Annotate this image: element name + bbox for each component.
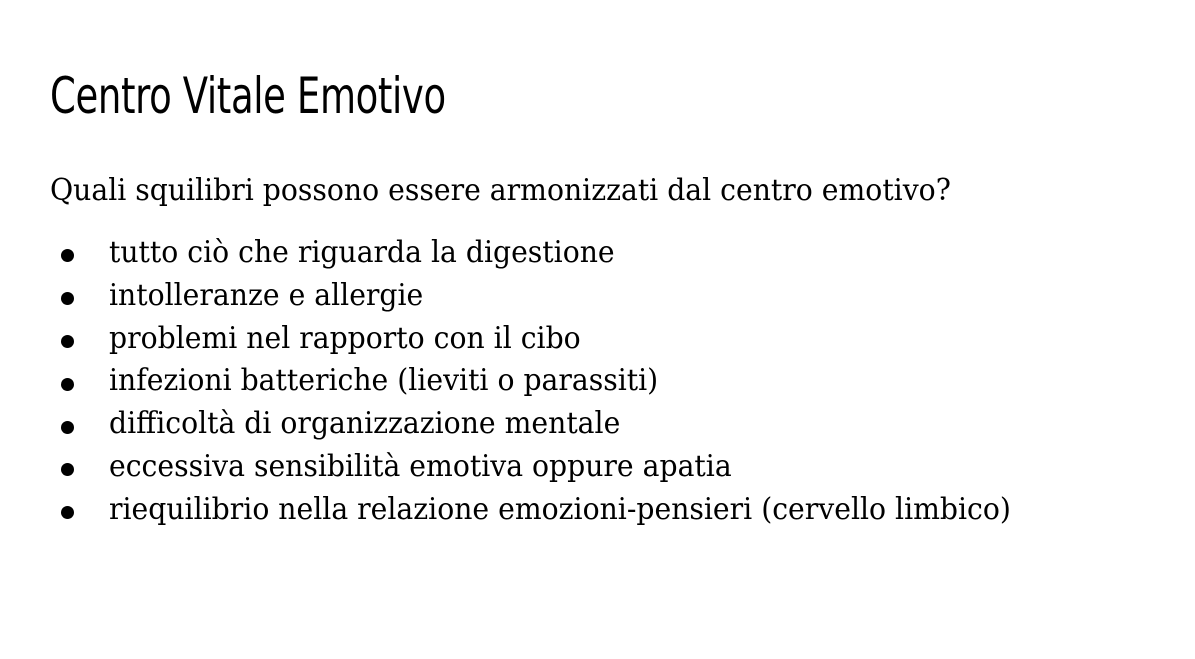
- bullet-text: eccessiva sensibilità emotiva oppure apatia: [109, 448, 732, 484]
- bullet-text: difficoltà di organizzazione mentale: [109, 406, 621, 442]
- bullet-text: riequilibrio nella relazione emozioni-pensieri (cervello limbico): [109, 491, 1011, 527]
- bullet-dot-icon: [61, 335, 74, 348]
- bullet-text: infezioni batteriche (lieviti o parassiti): [109, 363, 659, 399]
- bullet-dot-icon: [61, 463, 74, 476]
- bullet-dot-icon: [61, 249, 74, 262]
- bullet-dot-icon: [61, 506, 74, 519]
- bullet-text: problemi nel rapporto con il cibo: [109, 320, 581, 356]
- bullet-dot-icon: [61, 421, 74, 434]
- bullet-dot-icon: [61, 378, 74, 391]
- bullet-text: tutto ciò che riguarda la digestione: [109, 235, 615, 270]
- slide-subtitle: Quali squilibri possono essere armonizzati dal centro emotivo?: [50, 173, 951, 208]
- bullet-dot-icon: [61, 292, 74, 305]
- slide-title: Centro Vitale Emotivo: [50, 67, 446, 125]
- bullet-text: intolleranze e allergie: [109, 277, 424, 313]
